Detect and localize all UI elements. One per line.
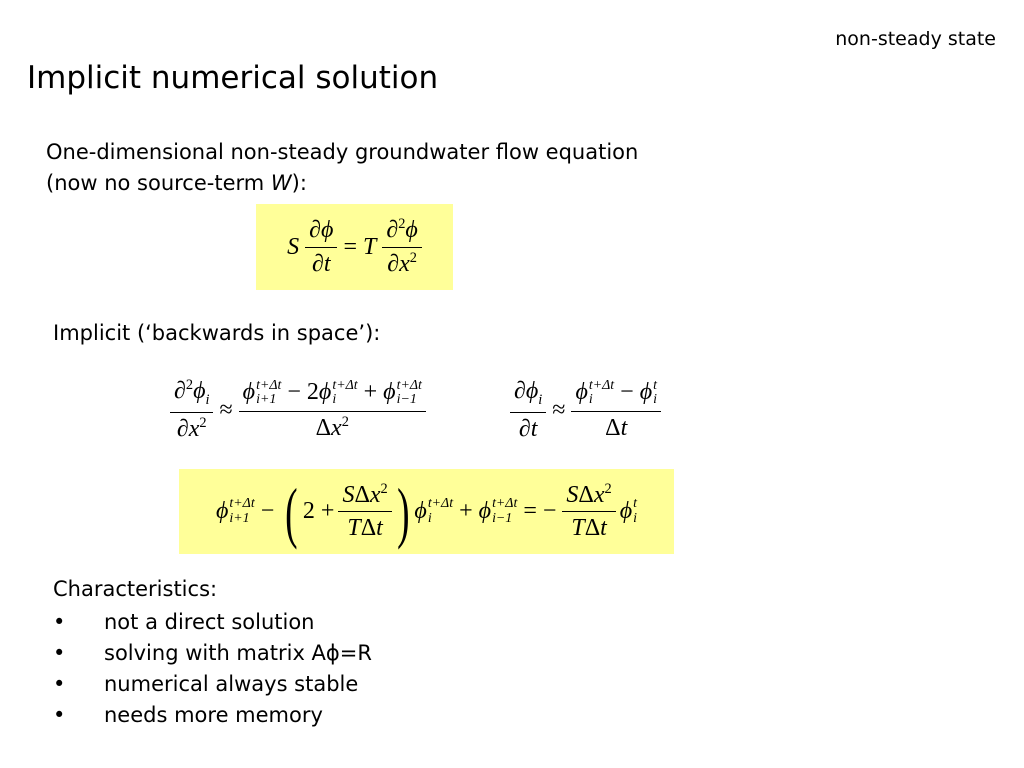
intro-line-2 (46, 171, 307, 195)
intro-line-2-variable: W (270, 171, 292, 195)
list-item: • not a direct solution (53, 609, 315, 634)
intro-line-2-suffix: ): (291, 171, 307, 195)
intro-line-1: One-dimensional non-steady groundwater flow equation (46, 140, 639, 164)
section-label: non-steady state (835, 28, 996, 50)
bullet-icon: • (53, 671, 66, 696)
bullet-icon: • (53, 609, 66, 634)
space-discretization-equation: $\frac{\partial^2\phi_i}{\partial x^2}$ ≈ ϕ t+Δt i+1 − 2ϕ t+Δt i + ϕ t+Δt i−1 $\Delta x^2$ (170, 370, 426, 450)
bullet-icon: • (53, 640, 66, 665)
bullet-icon: • (53, 702, 66, 727)
slide-title: Implicit numerical solution (27, 60, 439, 96)
flow-equation-box (256, 204, 453, 290)
implicit-scheme-box (179, 469, 674, 554)
flow-equation: S $\frac{\partial\phi}{\partial t}$ = T $\frac{\partial^2\phi}{\partial x^2}$ (256, 204, 453, 290)
characteristics-list (53, 606, 372, 730)
intro-line-2-prefix: (now no source-term (46, 171, 271, 195)
list-item: • numerical always stable (53, 671, 359, 696)
list-item: • needs more memory (53, 702, 323, 727)
implicit-scheme-equation: ϕ t+Δt i+1 − ( 2 + $\frac{S\Delta x^2}{\text{TΔt}}$ ) ϕ t+Δt i + ϕ t+Δt i−1 = − $\frac{S\Delta x^2}{\text{TΔt}}$ ϕ t i (215, 473, 638, 550)
characteristics-title: Characteristics: (53, 577, 218, 601)
time-discretization-equation: $\frac{\partial\phi_i}{\partial t}$ ≈ ϕ t+Δt i − ϕ t i Δt (510, 370, 661, 450)
list-item: • solving with matrix Aϕ=R (53, 640, 372, 665)
implicit-label: Implicit (‘backwards in space’): (53, 321, 381, 345)
